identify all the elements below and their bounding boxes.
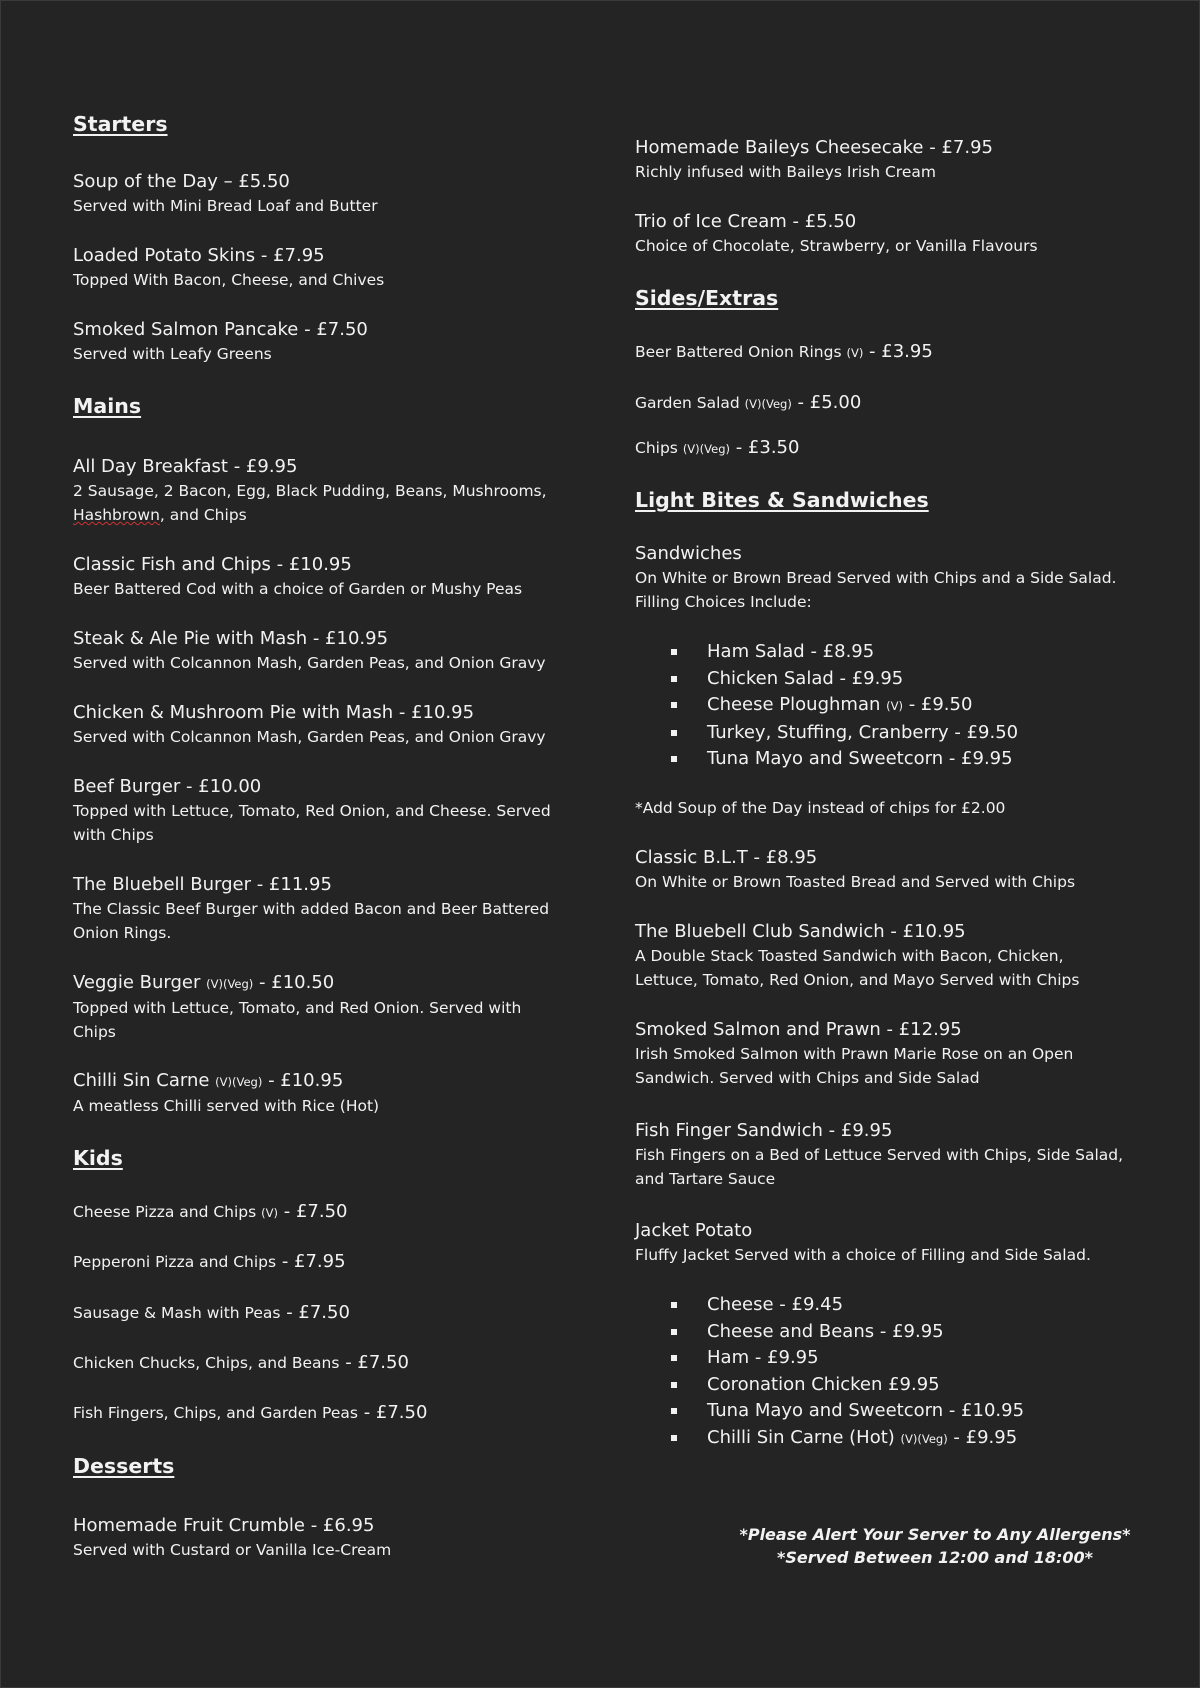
item-price: - £10.95: [262, 1070, 344, 1091]
bullet-square-icon: [671, 1382, 677, 1388]
menu-item: [73, 170, 573, 218]
jacket-fillings-list: [671, 1292, 1024, 1452]
section-title-kids: Kids: [73, 1146, 123, 1170]
menu-item-sandwiches: [635, 542, 1125, 614]
filling-price: - £9.50: [902, 694, 973, 715]
menu-item: [635, 391, 1135, 416]
menu-item-jacket-potato: [635, 1219, 1135, 1267]
list-item: [671, 1345, 1024, 1372]
bullet-square-icon: [671, 1302, 677, 1308]
footer-notice: [700, 1523, 1170, 1569]
menu-item: [635, 136, 1135, 184]
item-desc: Fish Fingers on a Bed of Lettuce Served with Chips, Side Salad, and Tartare Sauce: [635, 1146, 1124, 1188]
item-name-text: Chips: [635, 439, 678, 457]
list-item: [671, 639, 1018, 666]
filling-name: Turkey, Stuffing, Cranberry - £9.50: [707, 721, 1019, 743]
menu-item: [73, 775, 563, 847]
item-name: [635, 340, 1135, 365]
item-desc: Served with Leafy Greens: [73, 345, 272, 363]
item-name: All Day Breakfast - £9.95: [73, 456, 298, 477]
item-name: [73, 971, 543, 996]
item-name: [73, 1200, 573, 1225]
item-price: - £7.50: [280, 1302, 350, 1323]
item-desc: Served with Colcannon Mash, Garden Peas, and Onion Gravy: [73, 654, 546, 672]
menu-item: [73, 1514, 573, 1562]
menu-item: [73, 455, 573, 527]
list-item: [671, 1319, 1024, 1346]
item-name-text: Sausage & Mash with Peas: [73, 1304, 281, 1322]
filling-name: Coronation Chicken £9.95: [707, 1373, 940, 1395]
list-item: [671, 666, 1018, 693]
filling-name: Ham Salad - £8.95: [707, 641, 875, 662]
item-price: - £5.00: [791, 392, 862, 413]
diet-tag: (V): [261, 1206, 279, 1220]
menu-item: [73, 244, 573, 292]
menu-item: [73, 1351, 573, 1375]
item-name-text: Garden Salad: [635, 394, 740, 412]
item-price: - £7.50: [339, 1352, 409, 1373]
sandwich-fillings-list: [671, 639, 1018, 773]
item-desc: Served with Custard or Vanilla Ice-Cream: [73, 1541, 392, 1559]
item-desc: Richly infused with Baileys Irish Cream: [635, 163, 936, 181]
item-name: Jacket Potato: [635, 1220, 753, 1241]
item-name: [73, 1250, 573, 1274]
item-price: - £7.95: [276, 1251, 346, 1272]
list-item: [671, 1425, 1024, 1453]
bullet-square-icon: [671, 649, 677, 655]
item-name: Sandwiches: [635, 543, 742, 564]
menu-item: [73, 318, 573, 366]
item-name: [73, 1351, 573, 1375]
serving-hours-notice: *Served Between 12:00 and 18:00*: [776, 1548, 1094, 1567]
menu-item: [635, 1018, 1105, 1090]
item-name-text: Beer Battered Onion Rings: [635, 343, 842, 361]
item-name: The Bluebell Club Sandwich - £10.95: [635, 921, 966, 942]
item-desc: The Classic Beef Burger with added Bacon and Beer Battered Onion Rings.: [73, 900, 550, 942]
item-name-text: Chicken Chucks, Chips, and Beans: [73, 1354, 340, 1372]
item-name-text: Cheese Pizza and Chips: [73, 1203, 257, 1221]
allergen-notice: *Please Alert Your Server to Any Allergens*: [739, 1525, 1131, 1544]
item-desc: Choice of Chocolate, Strawberry, or Vanilla Flavours: [635, 237, 1038, 255]
filling-name: Tuna Mayo and Sweetcorn - £9.95: [707, 748, 1013, 769]
item-name: [635, 436, 1135, 461]
item-desc: Beer Battered Cod with a choice of Garden or Mushy Peas: [73, 580, 523, 598]
item-desc: On White or Brown Toasted Bread and Served with Chips: [635, 873, 1076, 891]
list-item: [671, 692, 1018, 720]
item-name: Soup of the Day – £5.50: [73, 171, 290, 192]
item-price: - £3.50: [729, 437, 800, 458]
menu-item: [73, 627, 573, 675]
item-price: - £7.50: [278, 1201, 348, 1222]
item-name: Classic B.L.T - £8.95: [635, 847, 818, 868]
diet-tag: (V)(Veg): [206, 977, 254, 991]
menu-item: [635, 340, 1135, 365]
section-title-mains: Mains: [73, 394, 142, 418]
diet-tag: (V)(Veg): [744, 397, 792, 411]
section-title-light-bites: Light Bites & Sandwiches: [635, 488, 929, 512]
item-desc: Topped with Lettuce, Tomato, Red Onion, and Cheese. Served with Chips: [73, 802, 551, 844]
item-desc: Fluffy Jacket Served with a choice of Filling and Side Salad.: [635, 1246, 1091, 1264]
list-item: [671, 1292, 1024, 1319]
item-name: The Bluebell Burger - £11.95: [73, 874, 332, 895]
menu-item: [73, 701, 573, 749]
item-name: Classic Fish and Chips - £10.95: [73, 554, 352, 575]
item-desc: On White or Brown Bread Served with Chips and a Side Salad. Filling Choices Include:: [635, 569, 1117, 611]
menu-item: [73, 1401, 573, 1425]
sandwich-note: *Add Soup of the Day instead of chips for £2.00: [635, 799, 1006, 817]
menu-item: [635, 846, 1135, 894]
item-desc-tail: , and Chips: [159, 506, 247, 524]
filling-name: Cheese - £9.45: [707, 1294, 844, 1315]
item-name: Smoked Salmon and Prawn - £12.95: [635, 1019, 962, 1040]
menu-item: [635, 1119, 1125, 1191]
item-name: [73, 1069, 573, 1094]
item-name-text: Fish Fingers, Chips, and Garden Peas: [73, 1404, 358, 1422]
menu-item: [73, 553, 573, 601]
item-name: [73, 1401, 573, 1425]
item-desc: Served with Colcannon Mash, Garden Peas, and Onion Gravy: [73, 728, 546, 746]
menu-item: [635, 210, 1135, 258]
item-name: [73, 1301, 573, 1325]
item-price: - £3.95: [863, 341, 933, 362]
item-name: Beef Burger - £10.00: [73, 776, 262, 797]
filling-price: - £9.95: [947, 1426, 1018, 1448]
filling-name: Cheese and Beans - £9.95: [707, 1320, 944, 1342]
menu-item: [73, 873, 563, 945]
item-name-text: Pepperoni Pizza and Chips: [73, 1253, 277, 1271]
menu-item: [635, 920, 1105, 992]
item-desc: A meatless Chilli served with Rice (Hot): [73, 1097, 380, 1115]
filling-name: Ham - £9.95: [707, 1347, 819, 1368]
bullet-square-icon: [671, 676, 677, 682]
item-desc: Served with Mini Bread Loaf and Butter: [73, 197, 378, 215]
menu-item: [635, 436, 1135, 461]
item-price: - £10.50: [253, 972, 335, 993]
item-name: Homemade Fruit Crumble - £6.95: [73, 1515, 375, 1536]
item-name: Trio of Ice Cream - £5.50: [635, 211, 857, 232]
item-desc: [73, 479, 573, 527]
item-price: - £7.50: [357, 1402, 428, 1423]
bullet-square-icon: [671, 756, 677, 762]
bullet-square-icon: [671, 702, 677, 708]
diet-tag: (V): [886, 699, 903, 713]
diet-tag: (V)(Veg): [215, 1075, 263, 1089]
bullet-square-icon: [671, 730, 677, 736]
filling-name: Cheese Ploughman: [707, 694, 881, 715]
item-name: Steak & Ale Pie with Mash - £10.95: [73, 628, 389, 649]
filling-name: Tuna Mayo and Sweetcorn - £10.95: [707, 1400, 1025, 1421]
list-item: [671, 746, 1018, 773]
section-title-desserts: Desserts: [73, 1454, 175, 1478]
list-item: [671, 720, 1018, 747]
diet-tag: (V)(Veg): [682, 442, 730, 456]
menu-item: [73, 1200, 573, 1225]
section-title-sides: Sides/Extras: [635, 286, 779, 310]
diet-tag: (V): [846, 346, 864, 360]
item-desc: Topped with Lettuce, Tomato, and Red Onion. Served with Chips: [73, 999, 522, 1041]
item-desc: Irish Smoked Salmon with Prawn Marie Rose on an Open Sandwich. Served with Chips and Side Salad: [635, 1045, 1074, 1087]
item-name: Fish Finger Sandwich - £9.95: [635, 1120, 893, 1141]
bullet-square-icon: [671, 1355, 677, 1361]
item-desc: A Double Stack Toasted Sandwich with Bacon, Chicken, Lettuce, Tomato, Red Onion, and Mayo Served with Chips: [635, 947, 1080, 989]
item-name: Homemade Baileys Cheesecake - £7.95: [635, 137, 993, 158]
list-item: [671, 1398, 1024, 1425]
item-name-text: Veggie Burger: [73, 972, 201, 993]
filling-name: Chicken Salad - £9.95: [707, 667, 904, 689]
bullet-square-icon: [671, 1435, 677, 1441]
filling-name: Chilli Sin Carne (Hot): [707, 1426, 895, 1448]
item-name: Smoked Salmon Pancake - £7.50: [73, 319, 368, 340]
bullet-square-icon: [671, 1408, 677, 1414]
section-title-starters: Starters: [73, 112, 168, 136]
item-desc-word-hashbrown: Hashbrown: [73, 506, 160, 524]
list-item: [671, 1372, 1024, 1399]
item-name: Chicken & Mushroom Pie with Mash - £10.95: [73, 702, 475, 723]
bullet-square-icon: [671, 1329, 677, 1335]
item-desc: Topped With Bacon, Cheese, and Chives: [73, 271, 385, 289]
menu-item: [73, 1069, 573, 1118]
diet-tag: (V)(Veg): [900, 1431, 948, 1446]
item-desc-line1: 2 Sausage, 2 Bacon, Egg, Black Pudding, Beans, Mushrooms,: [73, 482, 547, 500]
item-name: Loaded Potato Skins - £7.95: [73, 245, 325, 266]
item-name-text: Chilli Sin Carne: [73, 1070, 210, 1091]
menu-item: [73, 1250, 573, 1274]
menu-item: [73, 971, 543, 1044]
menu-item: [73, 1301, 573, 1325]
item-name: [635, 391, 1135, 416]
